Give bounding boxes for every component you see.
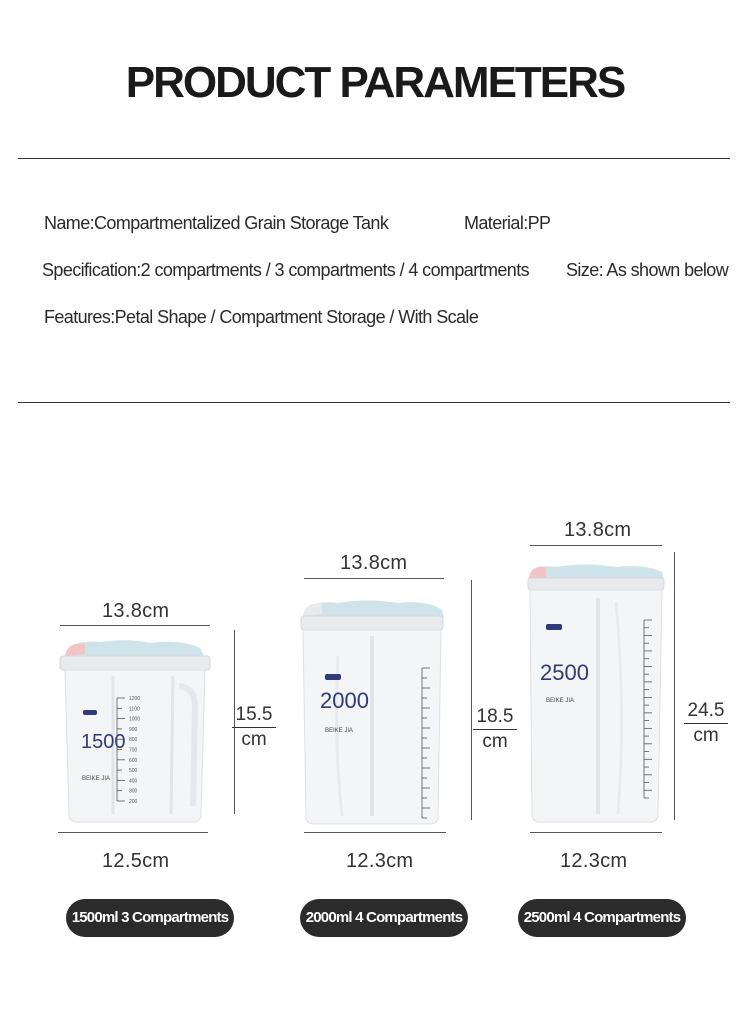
capacity-label: 2500	[540, 660, 589, 685]
height-label: $\frac{18.5}{cm}$	[473, 706, 517, 753]
scale-label: 500	[129, 768, 138, 775]
brand-label: BEIKE JIA	[546, 698, 575, 704]
jar-1500-image	[55, 636, 215, 826]
spec-specification: Specification:2 compartments / 3 compartments / 4 compartments	[42, 260, 530, 280]
bottom-width-label: 12.5cm	[102, 850, 170, 872]
bottom-divider	[18, 402, 730, 403]
bottom-width-line	[530, 832, 662, 833]
spec-size: Size: As shown below	[566, 260, 729, 280]
caption-pill: 2500ml 4 Compartments	[518, 899, 686, 937]
bottom-width-line	[304, 832, 446, 833]
scale-label: 600	[129, 757, 138, 764]
scale-label: 800	[129, 737, 138, 744]
page-title: PRODUCT PARAMETERS	[125, 58, 625, 107]
scale-label: 400	[129, 778, 138, 785]
spec-material: Material:PP	[464, 213, 551, 233]
scale-label: 1100	[129, 706, 140, 713]
jar-2000-image	[298, 596, 446, 828]
caption-pill: 2000ml 4 Compartments	[300, 899, 468, 937]
scale-label: 300	[129, 788, 138, 795]
top-width-line	[304, 578, 444, 579]
spec-features: Features:Petal Shape / Compartment Storage / With Scale	[44, 307, 479, 327]
scale-label: 1200	[129, 696, 141, 702]
bottom-width-label: 12.3cm	[346, 850, 414, 872]
scale-label: 1000	[129, 716, 141, 723]
scale-label: 700	[129, 747, 138, 754]
top-width-label: 13.8cm	[102, 600, 170, 622]
top-width-line	[60, 625, 210, 626]
capacity-label: 2000	[320, 688, 369, 713]
height-line	[674, 552, 675, 820]
top-width-label: 13.8cm	[340, 552, 408, 574]
capacity-label: 1500	[81, 731, 126, 753]
height-label: $\frac{15.5}{cm}$	[232, 704, 276, 751]
top-width-label: 13.8cm	[564, 519, 632, 541]
height-line	[471, 580, 472, 820]
bottom-width-line	[58, 832, 208, 833]
brand-label: BEIKE JIA	[325, 728, 354, 734]
bottom-width-label: 12.3cm	[560, 850, 628, 872]
top-width-line	[530, 545, 662, 546]
jar-2500-image	[526, 562, 666, 826]
top-divider	[18, 158, 730, 159]
scale-label: 200	[129, 799, 138, 805]
brand-label: BEIKE JIA	[82, 776, 111, 782]
caption-pill: 1500ml 3 Compartments	[66, 899, 234, 937]
height-label: $\frac{24.5}{cm}$	[684, 700, 728, 747]
scale-label: 900	[129, 726, 138, 733]
spec-name: Name:Compartmentalized Grain Storage Tank	[44, 213, 389, 233]
